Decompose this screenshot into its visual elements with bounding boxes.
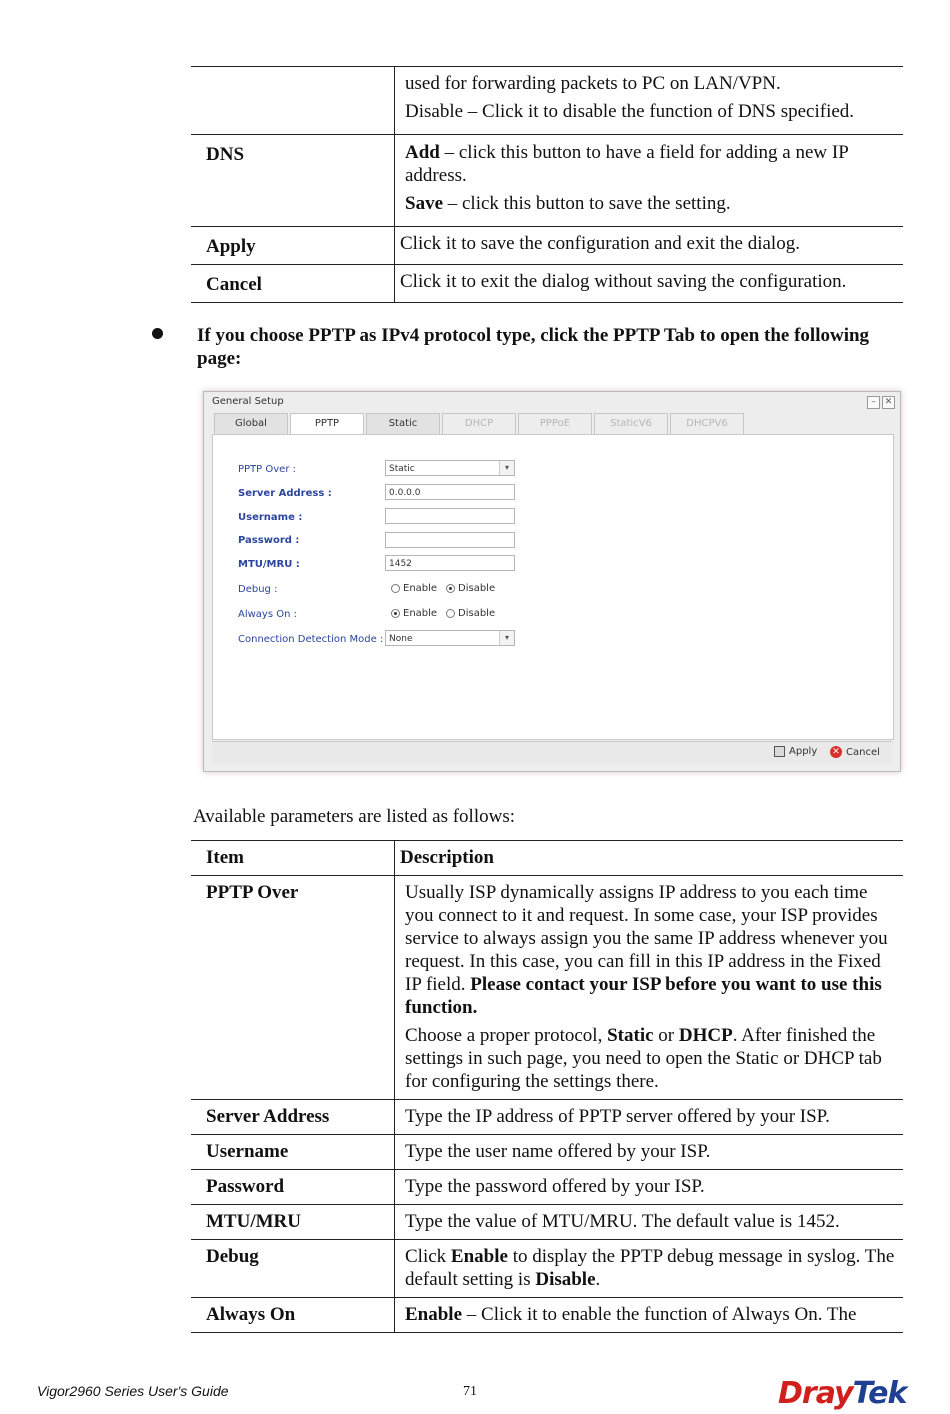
chevron-down-icon: ▾ (499, 461, 514, 475)
conn-mode-value: None (389, 634, 413, 644)
desc-text: . (595, 1269, 601, 1290)
conn-mode-label: Connection Detection Mode : (238, 634, 384, 645)
password-label: Password : (238, 535, 300, 546)
desc-text: – click this button to save the setting. (443, 193, 731, 214)
radio-label: Disable (458, 608, 496, 619)
top-table (191, 66, 903, 303)
table-cell-desc: Type the password offered by your ISP. (395, 1170, 904, 1205)
table-row (191, 67, 903, 135)
table-cell-desc: Type the value of MTU/MRU. The default value is 1452. (395, 1205, 904, 1240)
param-table (191, 840, 903, 1333)
desc-bold: Please contact your ISP before you want to use this function. (405, 974, 882, 1018)
table-cell-item: Password (206, 1176, 285, 1197)
tab-static[interactable]: Static (366, 413, 440, 434)
table-cell-desc: Type the IP address of PPTP server offered by your ISP. (395, 1100, 904, 1135)
header-item: Item (206, 847, 244, 868)
desc-bold: Save (405, 193, 443, 214)
table-cell-item: Apply (206, 236, 256, 257)
draytek-logo (778, 1376, 906, 1411)
desc-text: or (653, 1025, 679, 1046)
desc-text: Choose a proper protocol, (405, 1025, 608, 1046)
tab-global[interactable]: Global (214, 413, 288, 434)
desc-text: . After finished the settings in such page, you need to open the Static or DHCP tab for configuring the settings there. (405, 1025, 882, 1092)
table-row (191, 1135, 903, 1170)
minimize-icon[interactable]: – (867, 396, 880, 409)
table-row (191, 1298, 903, 1333)
logo-part: Tek (852, 1376, 907, 1411)
desc-bold: Disable (535, 1269, 596, 1290)
pptp-panel (212, 434, 894, 740)
table-cell-desc (395, 876, 904, 1100)
table-cell-desc: Type the user name offered by your ISP. (395, 1135, 904, 1170)
desc-bold: Static (607, 1025, 654, 1046)
table-row (191, 227, 903, 265)
mtu-label: MTU/MRU : (238, 559, 300, 570)
desc-bold: Enable (405, 1304, 463, 1325)
apply-button[interactable] (774, 746, 817, 757)
radio-icon (446, 609, 455, 618)
save-icon (774, 746, 785, 757)
desc-text: – click this button to have a field for adding a new IP address. (405, 142, 849, 186)
radio-label: Disable (458, 583, 496, 594)
table-row (191, 1100, 903, 1135)
table-cell-desc (395, 1298, 904, 1333)
dialog-title: General Setup (212, 396, 284, 407)
tab-bar (214, 413, 746, 435)
cancel-button[interactable] (830, 746, 880, 758)
radio-label: Enable (403, 608, 438, 619)
tab-staticv6: StaticV6 (594, 413, 668, 434)
conn-mode-select[interactable] (385, 630, 515, 646)
dialog-footer (212, 741, 892, 764)
pptp-over-label: PPTP Over : (238, 464, 296, 475)
debug-disable-radio[interactable] (446, 583, 495, 594)
table-header-row (191, 841, 903, 876)
tab-pppoe: PPPoE (518, 413, 592, 434)
tab-dhcpv6: DHCPV6 (670, 413, 744, 434)
apply-label: Apply (789, 746, 818, 757)
table-cell-desc (395, 1240, 904, 1298)
close-icon[interactable]: ✕ (882, 396, 895, 409)
radio-checked-icon (446, 584, 455, 593)
username-input[interactable] (385, 508, 515, 524)
table-cell-item: Username (206, 1141, 289, 1162)
desc-text: used for forwarding packets to PC on LAN/VPN. (405, 73, 781, 94)
pptp-over-select[interactable] (385, 460, 515, 476)
table-cell-item: Always On (206, 1304, 296, 1325)
chevron-down-icon: ▾ (499, 631, 514, 645)
general-setup-dialog (203, 391, 901, 772)
table-cell-item: Debug (206, 1246, 259, 1267)
mtu-input[interactable]: 1452 (385, 555, 515, 571)
always-on-disable-radio[interactable] (446, 608, 495, 619)
desc-text: to display the PPTP debug message in syslog. The default setting is (405, 1246, 895, 1290)
password-input[interactable] (385, 532, 515, 548)
cancel-icon: ✕ (830, 746, 842, 758)
table-cell-desc: Click it to exit the dialog without saving the configuration. (395, 265, 904, 303)
table-row (191, 265, 903, 303)
table-cell-item: PPTP Over (206, 882, 299, 903)
header-desc: Description (395, 841, 904, 876)
tab-pptp[interactable]: PPTP (290, 413, 364, 435)
table-cell-item: MTU/MRU (206, 1211, 301, 1232)
table-row (191, 876, 903, 1100)
table-cell-item: DNS (206, 144, 245, 165)
radio-label: Enable (403, 583, 438, 594)
table-row (191, 1170, 903, 1205)
username-label: Username : (238, 512, 303, 523)
debug-label: Debug : (238, 584, 278, 595)
desc-bold: DHCP (678, 1025, 733, 1046)
guide-title: Vigor2960 Series User's Guide (37, 1383, 229, 1399)
desc-bold: Enable (450, 1246, 508, 1267)
table-row (191, 1205, 903, 1240)
radio-icon (391, 584, 400, 593)
table-row (191, 135, 903, 227)
table-cell-item: Server Address (206, 1106, 330, 1127)
tab-dhcp: DHCP (442, 413, 516, 434)
bullet-dot (152, 328, 163, 339)
desc-text: Click (405, 1246, 451, 1267)
debug-enable-radio[interactable] (391, 583, 437, 594)
bullet-text: If you choose PPTP as IPv4 protocol type, click the PPTP Tab to open the following page: (197, 325, 870, 369)
desc-text: Usually ISP dynamically assigns IP address to you each time you connect to it and request. In some case, your ISP provides service to always assign you the same IP address whenever you request. In this case, you can fill in this IP address in the Fixed IP field. (405, 882, 888, 995)
radio-checked-icon (391, 609, 400, 618)
always-on-label: Always On : (238, 609, 297, 620)
always-on-enable-radio[interactable] (391, 608, 437, 619)
page-number: 71 (463, 1384, 477, 1399)
server-address-input[interactable]: 0.0.0.0 (385, 484, 515, 500)
server-address-label: Server Address : (238, 488, 332, 499)
logo-part: Dray (778, 1376, 853, 1411)
table-cell-item (191, 67, 395, 135)
table-cell-desc: Click it to save the configuration and exit the dialog. (395, 227, 904, 265)
desc-text: Disable – Click it to disable the function of DNS specified. (405, 101, 855, 122)
pptp-over-value: Static (389, 464, 415, 474)
table-cell-item: Cancel (206, 274, 262, 295)
table-cell-desc (395, 67, 904, 135)
table-cell-desc (395, 135, 904, 227)
intro-text: Available parameters are listed as follows: (193, 806, 515, 827)
desc-bold: Add (405, 142, 440, 163)
cancel-label: Cancel (846, 746, 880, 758)
table-row (191, 1240, 903, 1298)
desc-text: – Click it to enable the function of Always On. The (462, 1304, 857, 1325)
